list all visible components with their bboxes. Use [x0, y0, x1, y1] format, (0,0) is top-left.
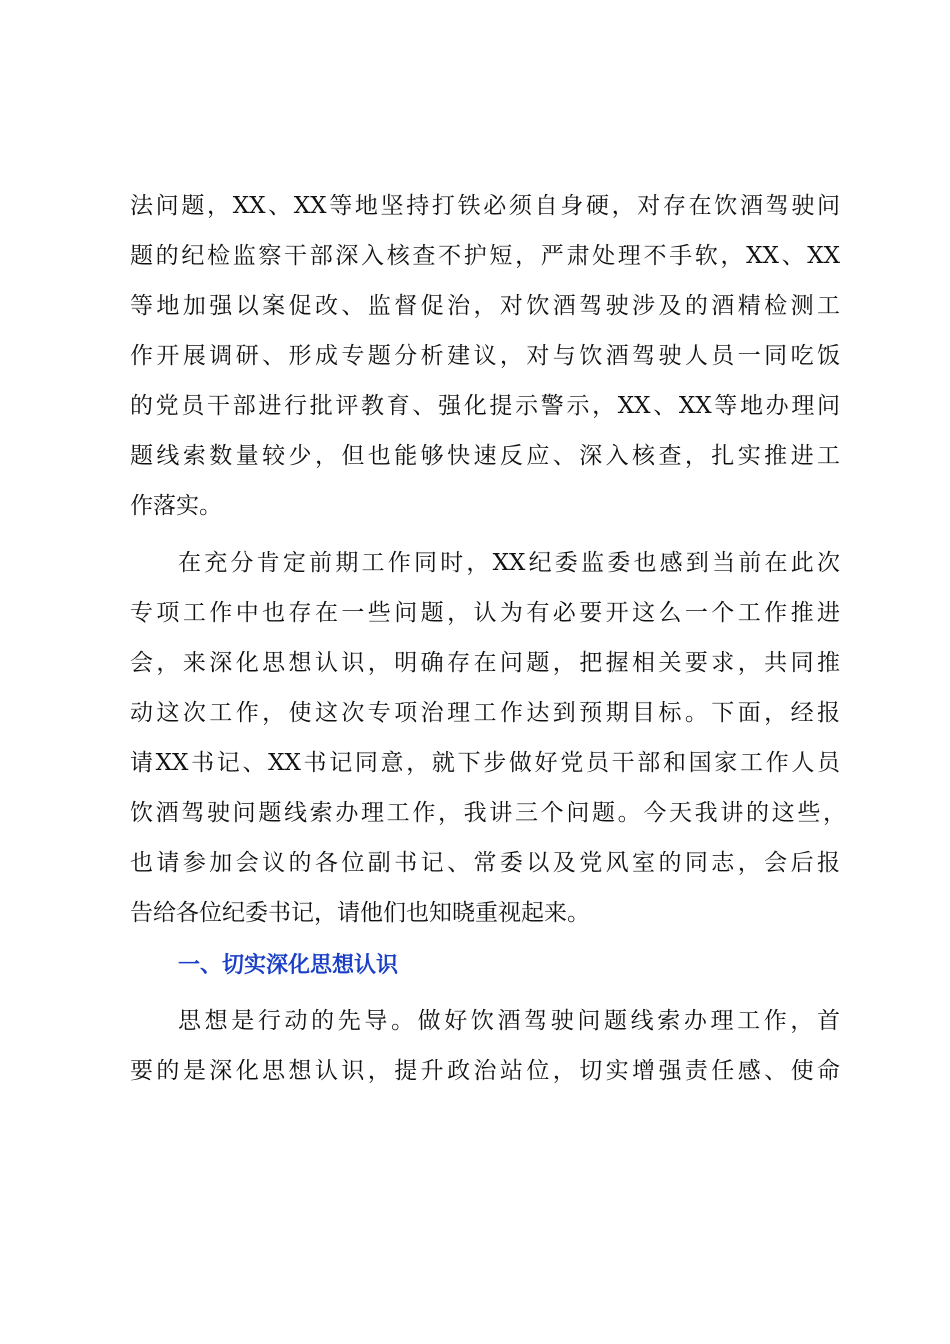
paragraph-2-line-3: 会，来深化思想认识，明确存在问题，把握相关要求，共同推 [130, 650, 840, 676]
paragraph-2-line-2: 专项工作中也存在一些问题，认为有必要开这么一个工作推进 [130, 600, 840, 626]
paragraph-2-line-6: 饮酒驾驶问题线索办理工作，我讲三个问题。今天我讲的这些， [130, 800, 846, 826]
paragraph-2-line-7: 也请参加会议的各位副书记、常委以及党风室的同志，会后报 [130, 850, 840, 876]
paragraph-1-line-2: 题的纪检监察干部深入核查不护短，严肃处理不手软，XX、XX [130, 243, 840, 269]
paragraph-1-line-6: 题线索数量较少，但也能够快速反应、深入核查，扎实推进工 [130, 443, 840, 469]
paragraph-2-line-8: 告给各位纪委书记，请他们也知晓重视起来。 [130, 900, 590, 926]
paragraph-1-line-1: 法问题，XX、XX等地坚持打铁必须自身硬，对存在饮酒驾驶问 [130, 193, 840, 219]
paragraph-1-line-3: 等地加强以案促改、监督促治，对饮酒驾驶涉及的酒精检测工 [130, 293, 840, 319]
paragraph-1-line-7: 作落实。 [130, 493, 222, 519]
paragraph-2-line-4: 动这次工作，使这次专项治理工作达到预期目标。下面，经报 [130, 700, 840, 726]
paragraph-3-line-1: 思想是行动的先导。做好饮酒驾驶问题线索办理工作，首 [178, 1008, 840, 1034]
section-heading: 一、切实深化思想认识 [178, 953, 399, 978]
paragraph-1-line-5: 的党员干部进行批评教育、强化提示警示，XX、XX等地办理问 [130, 393, 840, 419]
paragraph-2-line-5: 请XX书记、XX书记同意，就下步做好党员干部和国家工作人员 [130, 750, 840, 776]
paragraph-1-line-4: 作开展调研、形成专题分析建议，对与饮酒驾驶人员一同吃饭 [130, 343, 840, 369]
paragraph-2-line-1: 在充分肯定前期工作同时，XX纪委监委也感到当前在此次 [178, 550, 840, 576]
paragraph-3-line-2: 要的是深化思想认识，提升政治站位，切实增强责任感、使命 [130, 1058, 840, 1084]
